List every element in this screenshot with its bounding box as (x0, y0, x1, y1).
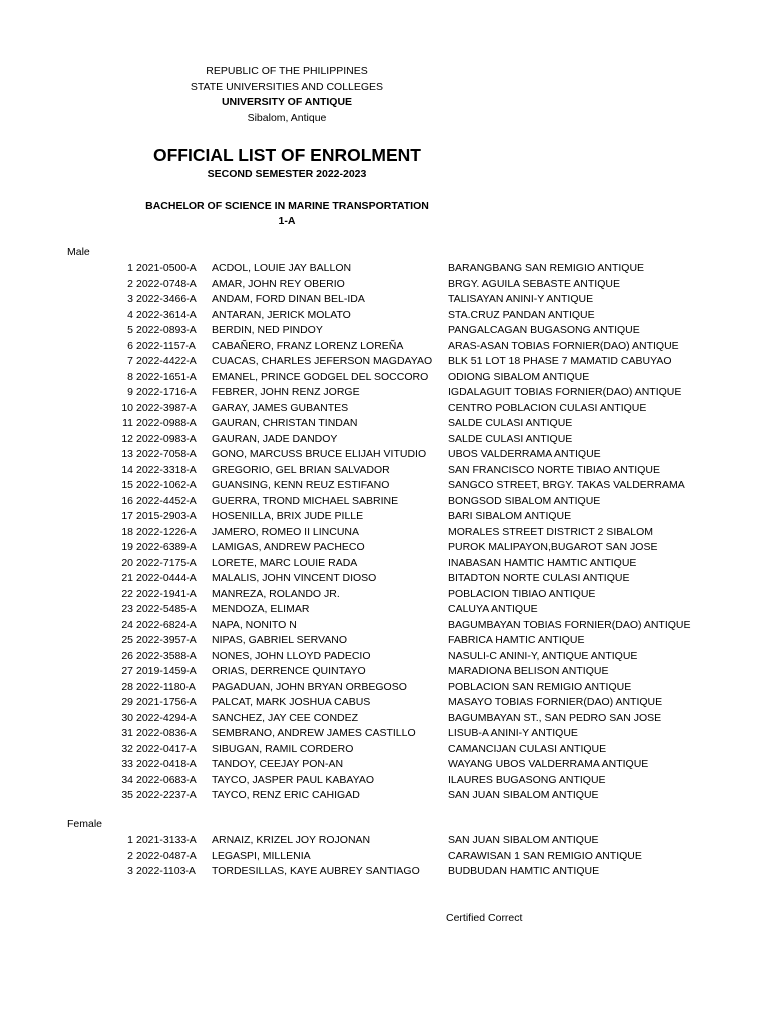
student-name: ACDOL, LOUIE JAY BALLON (212, 262, 352, 274)
student-name: SEMBRANO, ANDREW JAMES CASTILLO (212, 727, 416, 739)
list-item (0, 277, 768, 293)
student-address: BITADTON NORTE CULASI ANTIQUE (448, 572, 630, 584)
row-number: 35 (121, 789, 133, 801)
student-name: GARAY, JAMES GUBANTES (212, 401, 349, 414)
student-id: 2022-0836-A (136, 727, 197, 739)
row-number: 34 (121, 773, 133, 786)
student-id: 2022-1716-A (136, 386, 197, 398)
student-name: PAGADUAN, JOHN BRYAN ORBEGOSO (212, 680, 407, 693)
student-id: 2022-1103-A (136, 865, 196, 877)
student-name: MALALIS, JOHN VINCENT DIOSO (212, 572, 377, 584)
list-item (0, 509, 768, 525)
student-id: 2022-4294-A (136, 711, 197, 724)
student-address: POBLACION SAN REMIGIO ANTIQUE (448, 680, 632, 693)
list-item (0, 401, 768, 417)
list-item (0, 416, 768, 432)
student-address: BRGY. AGUILA SEBASTE ANTIQUE (448, 277, 620, 290)
list-item (0, 633, 768, 649)
list-item (0, 664, 768, 680)
list-item (0, 864, 768, 880)
row-number: 8 (127, 370, 133, 383)
certified-correct: Certified Correct (446, 912, 523, 924)
student-name: GONO, MARCUSS BRUCE ELIJAH VITUDIO (212, 448, 427, 460)
student-name: AMAR, JOHN REY OBERIO (212, 277, 345, 290)
student-name: GUERRA, TROND MICHAEL SABRINE (212, 494, 399, 507)
list-item (0, 261, 768, 277)
student-id: 2022-1651-A (136, 370, 197, 383)
row-number: 11 (122, 417, 133, 429)
student-address: BARANGBANG SAN REMIGIO ANTIQUE (448, 262, 645, 274)
student-address: SALDE CULASI ANTIQUE (448, 417, 573, 429)
student-address: BARI SIBALOM ANTIQUE (448, 510, 572, 522)
row-number: 19 (121, 541, 133, 553)
student-name: NIPAS, GABRIEL SERVANO (212, 634, 347, 646)
student-name: FEBRER, JOHN RENZ JORGE (212, 386, 360, 398)
section-label: 1-A (278, 215, 296, 227)
student-address: UBOS VALDERRAMA ANTIQUE (448, 448, 601, 460)
list-item (0, 370, 768, 386)
student-id: 2015-2903-A (136, 510, 197, 522)
list-item (0, 602, 768, 618)
row-number: 5 (127, 324, 133, 336)
student-name: ANTARAN, JERICK MOLATO (212, 308, 351, 321)
row-number: 30 (121, 711, 133, 724)
row-number: 2 (127, 277, 133, 290)
student-id: 2022-3588-A (136, 649, 197, 662)
student-address: SAN JUAN SIBALOM ANTIQUE (448, 834, 599, 846)
student-id: 2022-3957-A (136, 634, 197, 646)
row-number: 17 (121, 510, 133, 522)
row-number: 23 (121, 603, 133, 615)
student-name: NONES, JOHN LLOYD PADECIO (212, 649, 371, 662)
student-name: GREGORIO, GEL BRIAN SALVADOR (212, 463, 390, 476)
row-number: 15 (121, 479, 133, 491)
female-list (0, 833, 768, 880)
student-name: LEGASPI, MILLENIA (212, 849, 311, 862)
student-address: CALUYA ANTIQUE (448, 603, 538, 615)
semester-label: SECOND SEMESTER 2022-2023 (207, 168, 367, 180)
student-name: CABAÑERO, FRANZ LORENZ LOREÑA (212, 339, 404, 352)
student-id: 2022-1157-A (136, 339, 196, 352)
student-address: IGDALAGUIT TOBIAS FORNIER(DAO) ANTIQUE (448, 386, 682, 398)
student-address: CENTRO POBLACION CULASI ANTIQUE (448, 401, 647, 414)
list-item (0, 354, 768, 370)
list-item (0, 726, 768, 742)
row-number: 18 (121, 525, 133, 538)
student-name: SANCHEZ, JAY CEE CONDEZ (212, 711, 359, 724)
student-id: 2022-0983-A (136, 432, 197, 445)
student-address: SAN JUAN SIBALOM ANTIQUE (448, 789, 599, 801)
student-name: CUACAS, CHARLES JEFERSON MAGDAYAO (212, 355, 433, 367)
student-id: 2022-0417-A (136, 742, 197, 755)
row-number: 12 (121, 432, 133, 445)
student-name: LORETE, MARC LOUIE RADA (212, 556, 358, 569)
student-address: PUROK MALIPAYON,BUGAROT SAN JOSE (448, 541, 658, 553)
list-item (0, 540, 768, 556)
row-number: 32 (121, 742, 133, 755)
student-name: TAYCO, JASPER PAUL KABAYAO (212, 773, 375, 786)
student-id: 2022-0683-A (136, 773, 197, 786)
student-address: ARAS-ASAN TOBIAS FORNIER(DAO) ANTIQUE (448, 339, 679, 352)
list-item (0, 432, 768, 448)
student-id: 2022-0444-A (136, 572, 197, 584)
list-item (0, 385, 768, 401)
student-address: SAN FRANCISCO NORTE TIBIAO ANTIQUE (448, 463, 660, 476)
student-address: INABASAN HAMTIC HAMTIC ANTIQUE (448, 556, 637, 569)
row-number: 6 (127, 339, 133, 352)
student-id: 2022-0988-A (136, 417, 197, 429)
list-item (0, 742, 768, 758)
row-number: 2 (127, 849, 133, 862)
list-item (0, 494, 768, 510)
row-number: 26 (121, 649, 133, 662)
student-address: SANGCO STREET, BRGY. TAKAS VALDERRAMA (448, 479, 685, 491)
student-name: TORDESILLAS, KAYE AUBREY SANTIAGO (212, 865, 420, 877)
student-id: 2022-7058-A (136, 448, 197, 460)
student-address: FABRICA HAMTIC ANTIQUE (448, 634, 585, 646)
student-name: SIBUGAN, RAMIL CORDERO (212, 742, 354, 755)
page-title: OFFICIAL LIST OF ENROLMENT (153, 145, 421, 165)
list-item (0, 323, 768, 339)
student-id: 2022-4452-A (136, 494, 197, 507)
list-item (0, 773, 768, 789)
student-name: ARNAIZ, KRIZEL JOY ROJONAN (212, 834, 371, 846)
student-address: CARAWISAN 1 SAN REMIGIO ANTIQUE (448, 849, 642, 862)
student-id: 2021-1756-A (136, 696, 197, 708)
student-address: BUDBUDAN HAMTIC ANTIQUE (448, 865, 600, 877)
list-item (0, 292, 768, 308)
student-address: MASAYO TOBIAS FORNIER(DAO) ANTIQUE (448, 696, 663, 708)
row-number: 4 (127, 308, 133, 321)
male-list (0, 261, 768, 804)
student-name: MANREZA, ROLANDO JR. (212, 587, 340, 600)
row-number: 28 (121, 680, 133, 693)
female-section-label: Female (67, 818, 103, 830)
student-address: ODIONG SIBALOM ANTIQUE (448, 370, 590, 383)
student-name: ORIAS, DERRENCE QUINTAYO (212, 665, 366, 677)
student-name: HOSENILLA, BRIX JUDE PILLE (212, 510, 364, 522)
student-address: ILAURES BUGASONG ANTIQUE (448, 773, 606, 786)
student-id: 2022-1180-A (136, 680, 196, 693)
student-id: 2022-4422-A (136, 355, 197, 367)
student-name: JAMERO, ROMEO II LINCUNA (212, 525, 360, 538)
row-number: 1 (127, 834, 133, 846)
row-number: 7 (127, 355, 133, 367)
student-id: 2021-0500-A (136, 262, 197, 274)
student-name: NAPA, NONITO N (212, 618, 297, 631)
list-item (0, 757, 768, 773)
student-name: ANDAM, FORD DINAN BEL-IDA (212, 293, 365, 305)
row-number: 29 (121, 696, 133, 708)
list-item (0, 525, 768, 541)
student-name: LAMIGAS, ANDREW PACHECO (212, 541, 365, 553)
student-address: PANGALCAGAN BUGASONG ANTIQUE (448, 324, 640, 336)
row-number: 27 (121, 665, 133, 677)
student-id: 2022-3318-A (136, 463, 197, 476)
row-number: 14 (121, 463, 133, 476)
row-number: 31 (121, 727, 133, 739)
student-id: 2019-1459-A (136, 665, 197, 677)
list-item (0, 833, 768, 849)
header-republic: REPUBLIC OF THE PHILIPPINES (206, 65, 368, 77)
student-name: PALCAT, MARK JOSHUA CABUS (212, 696, 371, 708)
student-name: TAYCO, RENZ ERIC CAHIGAD (212, 789, 360, 801)
student-id: 2022-0418-A (136, 758, 197, 770)
student-id: 2022-1226-A (136, 525, 197, 538)
student-address: NASULI-C ANINI-Y, ANTIQUE ANTIQUE (448, 649, 638, 662)
list-item (0, 478, 768, 494)
row-number: 21 (121, 572, 133, 584)
student-address: MARADIONA BELISON ANTIQUE (448, 665, 609, 677)
row-number: 10 (121, 401, 133, 414)
student-address: BAGUMBAYAN TOBIAS FORNIER(DAO) ANTIQUE (448, 618, 691, 631)
row-number: 25 (121, 634, 133, 646)
student-id: 2022-1941-A (136, 587, 197, 600)
student-name: GAURAN, CHRISTAN TINDAN (212, 417, 358, 429)
student-id: 2022-6824-A (136, 618, 197, 631)
student-id: 2022-5485-A (136, 603, 197, 615)
list-item (0, 308, 768, 324)
list-item (0, 339, 768, 355)
male-section-label: Male (67, 246, 90, 258)
list-item (0, 649, 768, 665)
row-number: 24 (121, 618, 133, 631)
student-name: MENDOZA, ELIMAR (212, 603, 310, 615)
student-address: BAGUMBAYAN ST., SAN PEDRO SAN JOSE (448, 711, 662, 724)
student-id: 2022-6389-A (136, 541, 197, 553)
student-address: BONGSOD SIBALOM ANTIQUE (448, 494, 601, 507)
list-item (0, 695, 768, 711)
list-item (0, 463, 768, 479)
student-id: 2022-0893-A (136, 324, 197, 336)
student-id: 2022-3614-A (136, 308, 197, 321)
student-address: MORALES STREET DISTRICT 2 SIBALOM (448, 525, 653, 538)
row-number: 13 (121, 448, 133, 460)
list-item (0, 680, 768, 696)
student-id: 2022-7175-A (136, 556, 197, 569)
row-number: 16 (121, 494, 133, 507)
student-id: 2021-3133-A (136, 834, 197, 846)
student-name: EMANEL, PRINCE GODGEL DEL SOCCORO (212, 370, 429, 383)
student-name: BERDIN, NED PINDOY (212, 324, 323, 336)
row-number: 33 (121, 758, 133, 770)
student-id: 2022-0748-A (136, 277, 197, 290)
row-number: 3 (127, 293, 133, 305)
student-address: STA.CRUZ PANDAN ANTIQUE (448, 308, 595, 321)
list-item (0, 711, 768, 727)
list-item (0, 587, 768, 603)
student-address: SALDE CULASI ANTIQUE (448, 432, 573, 445)
row-number: 3 (127, 865, 133, 877)
student-id: 2022-1062-A (136, 479, 197, 491)
list-item (0, 618, 768, 634)
student-id: 2022-2237-A (136, 789, 197, 801)
row-number: 22 (121, 587, 133, 600)
header-state-universities: STATE UNIVERSITIES AND COLLEGES (190, 81, 384, 93)
program-label: BACHELOR OF SCIENCE IN MARINE TRANSPORTATION (145, 200, 429, 212)
student-id: 2022-3987-A (136, 401, 197, 414)
list-item (0, 788, 768, 804)
header-university: UNIVERSITY OF ANTIQUE (221, 96, 353, 108)
student-address: BLK 51 LOT 18 PHASE 7 MAMATID CABUYAO (448, 355, 672, 367)
student-name: GUANSING, KENN REUZ ESTIFANO (212, 479, 390, 491)
student-id: 2022-0487-A (136, 849, 197, 862)
student-name: TANDOY, CEEJAY PON-AN (212, 758, 344, 770)
list-item (0, 447, 768, 463)
student-address: CAMANCIJAN CULASI ANTIQUE (448, 742, 607, 755)
row-number: 20 (121, 556, 133, 569)
list-item (0, 849, 768, 865)
header-location: Sibalom, Antique (247, 112, 327, 124)
student-name: GAURAN, JADE DANDOY (212, 432, 338, 445)
list-item (0, 556, 768, 572)
student-id: 2022-3466-A (136, 293, 197, 305)
student-address: POBLACION TIBIAO ANTIQUE (448, 587, 596, 600)
student-address: TALISAYAN ANINI-Y ANTIQUE (448, 293, 594, 305)
row-number: 1 (127, 262, 133, 274)
student-address: LISUB-A ANINI-Y ANTIQUE (448, 727, 578, 739)
student-address: WAYANG UBOS VALDERRAMA ANTIQUE (448, 758, 649, 770)
row-number: 9 (127, 386, 133, 398)
list-item (0, 571, 768, 587)
